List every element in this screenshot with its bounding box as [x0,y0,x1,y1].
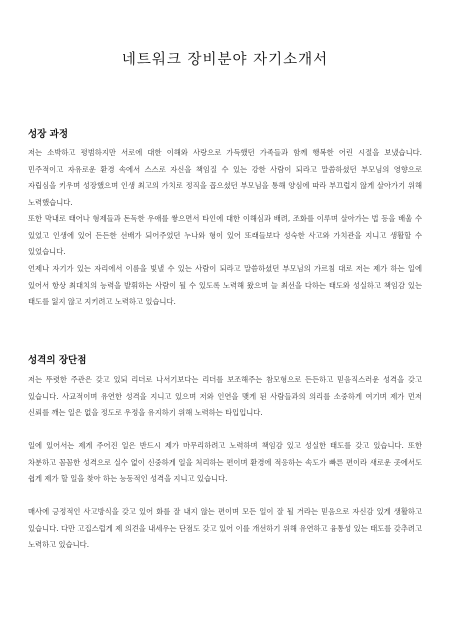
section-heading-growth: 성장 과정 [28,129,69,140]
document-title: 네트워크 장비분야 자기소개서 [121,52,329,68]
growth-paragraph-2: 또한 막내로 태어나 형제들과 돈독한 우애를 쌓으면서 타인에 대한 이해심과 배려, 조화를 이루며 살아가는 법 등을 배울 수 있었고 인생에 있어 든든한 선배가 되어주었던 누나와 형이 있어 또래들보다 성숙한 사고와 가치관을 지니고 생활할 수 있었습니다. [28,214,422,257]
growth-paragraph-3: 언제나 자기가 있는 자리에서 이름을 빛낼 수 있는 사람이 되라고 말씀하셨던 부모님의 가르침 대로 저는 제가 하는 일에 있어서 항상 최대치의 능력을 발휘하는 사람이 될 수 있도록 노력해 왔으며 늘 최선을 다하는 태도와 성실하고 책임감 있는 태도를 잃지 않고 지키려고 노력하고 있습니다. [28,264,422,307]
growth-paragraph-1: 저는 소박하고 평범하지만 서로에 대한 이해와 사랑으로 가득했던 가족들과 함께 행복한 어린 시절을 보냈습니다. 민주적이고 자유로운 환경 속에서 스스로 자신을 책임질 수 있는 강한 사람이 되라고 말씀하셨던 부모님의 영향으로 자립심을 키우며 성장했으며 인생 최고의 가치로 정직을 꼽으셨던 부모님을 통해 양심에 따라 부끄럽지 않게 살아가기 위해 노력했습니다. [28,148,422,207]
personality-paragraph-1: 저는 뚜렷한 주관은 갖고 있되 리더로 나서기보다는 리더를 보조해주는 참모형으로 든든하고 믿음직스러운 성격을 갖고 있습니다. 사교적이며 유연한 성격을 지니고 있으며 저와 인연을 맺게 된 사람들과의 의리를 소중하게 여기며 제가 먼저 신뢰를 깨는 일은 없을 정도로 우정을 유지하기 위해 노력하는 타입입니다. [28,375,422,418]
personality-paragraph-3: 매사에 긍정적인 사고방식을 갖고 있어 화를 잘 내지 않는 편이며 모든 일이 잘 될 거라는 믿음으로 자신감 있게 생활하고 있습니다. 다만 고집스럽게 제 의견을 내세우는 단점도 갖고 있어 이를 개선하기 위해 유연하고 융통성 있는 태도를 갖추려고 노력하고 있습니다. [28,507,422,550]
section-heading-personality: 성격의 장단점 [28,355,87,366]
personality-paragraph-2: 일에 있어서는 제게 주어진 일은 반드시 제가 마무리하려고 노력하며 책임감 있고 성실한 태도를 갖고 있습니다. 또한 차분하고 꼼꼼한 성격으로 실수 없이 신중하게 일을 처리하는 편이며 환경에 적응하는 속도가 빠른 편이라 새로운 곳에서도 쉽게 제가 할 일을 찾아 하는 능동적인 성격을 지니고 있습니다. [28,441,422,484]
